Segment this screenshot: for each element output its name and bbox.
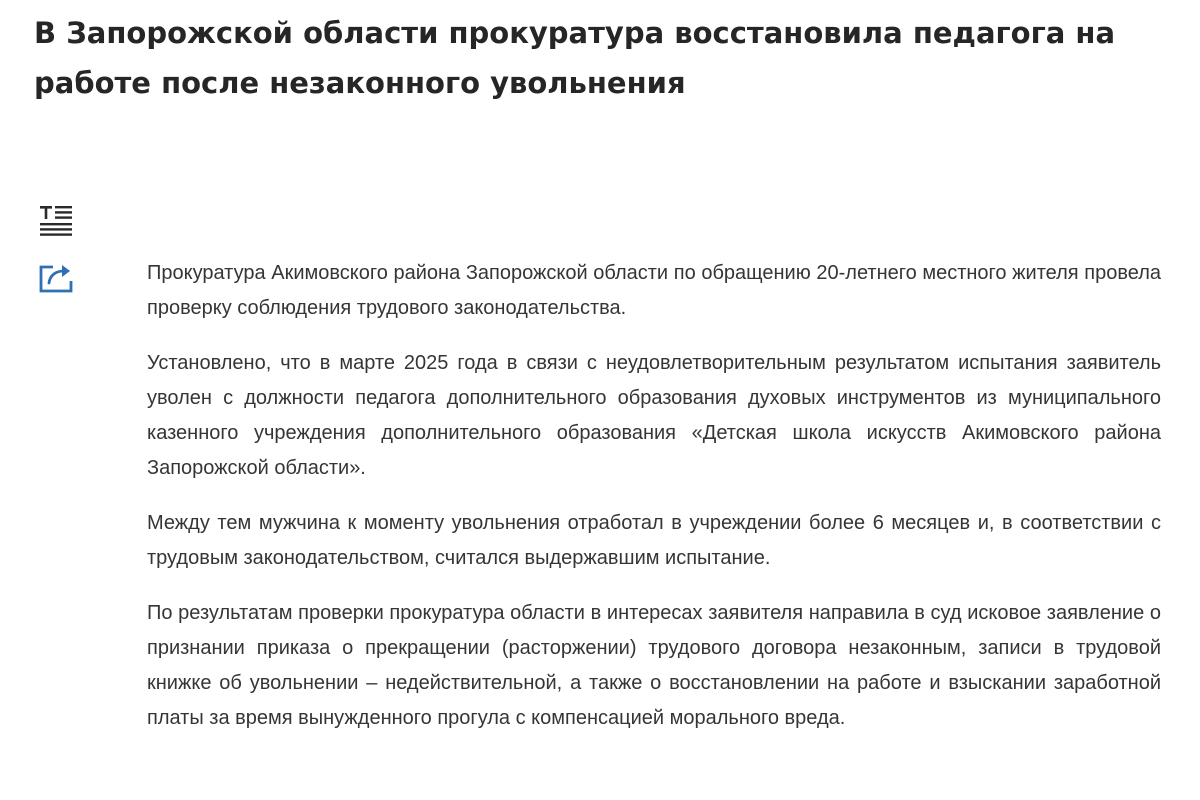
article-paragraph-4: По результатам проверки прокуратура области в интересах заявителя направила в суд исковое заявление о признании приказа о прекращении (расторжении) трудового договора незаконным, записи в трудовой книжке об увольнении – недействительной, а также о восстановлении на работе и взыскании заработной платы за время вынужденного прогула с компенсацией морального вреда. bbox=[147, 602, 1161, 729]
article-paragraph-2: Установлено, что в марте 2025 года в связи с неудовлетворительным результатом испытания заявитель уволен с должности педагога дополнительного образования духовых инструментов из муниципального казенного учреждения дополнительного образования «Детская школа искусств Акимовского района Запорожской области». bbox=[147, 352, 1161, 479]
text-size-icon[interactable] bbox=[36, 200, 76, 240]
article-paragraph-3: Между тем мужчина к моменту увольнения отработал в учреждении более 6 месяцев и, в соответствии с трудовым законодательством, считался выдержавшим испытание. bbox=[147, 512, 1161, 569]
article-body bbox=[147, 256, 1161, 756]
share-icon[interactable] bbox=[36, 258, 76, 298]
article-title: В Запорожской области прокуратура восстановила педагога на работе после незаконного увольнения bbox=[34, 16, 1116, 100]
article-toolbar bbox=[36, 200, 80, 316]
article-paragraph-1: Прокуратура Акимовского района Запорожской области по обращению 20-летнего местного жителя провела проверку соблюдения трудового законодательства. bbox=[147, 262, 1161, 319]
